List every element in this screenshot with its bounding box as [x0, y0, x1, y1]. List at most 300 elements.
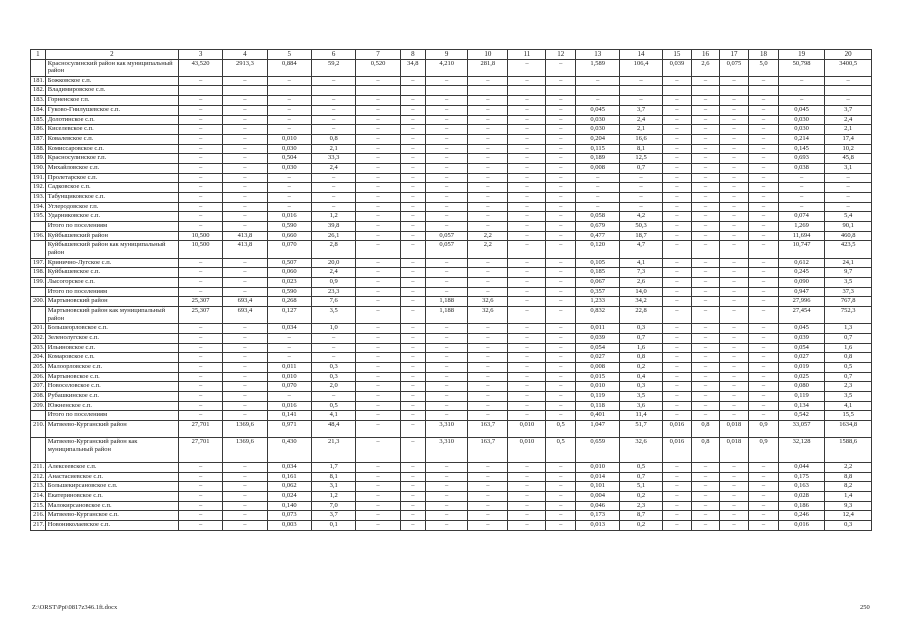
- value-cell: –: [356, 76, 400, 86]
- value-cell: –: [223, 144, 267, 154]
- value-cell: –: [546, 134, 576, 144]
- value-cell: –: [692, 193, 719, 203]
- table-row: [31, 202, 872, 212]
- value-cell: –: [546, 144, 576, 154]
- value-cell: –: [662, 307, 692, 324]
- header-cell: 4: [223, 50, 267, 60]
- table-row: [31, 382, 872, 392]
- row-name: Красносулинский район как муниципальный район: [45, 59, 178, 76]
- value-cell: –: [662, 353, 692, 363]
- table-row: [31, 482, 872, 492]
- value-cell: –: [400, 472, 425, 482]
- value-cell: –: [400, 372, 425, 382]
- row-name: Матвеево-Курганский район: [45, 421, 178, 438]
- value-cell: –: [662, 401, 692, 411]
- value-cell: –: [749, 222, 779, 232]
- value-cell: –: [692, 173, 719, 183]
- value-cell: 0,058: [576, 212, 620, 222]
- value-cell: –: [719, 287, 749, 297]
- value-cell: 39,8: [311, 222, 355, 232]
- row-number: [31, 241, 46, 258]
- value-cell: –: [692, 222, 719, 232]
- value-cell: –: [178, 521, 222, 531]
- value-cell: 752,3: [825, 307, 872, 324]
- value-cell: –: [178, 212, 222, 222]
- value-cell: 3,7: [620, 105, 662, 115]
- value-cell: –: [719, 96, 749, 106]
- value-cell: –: [508, 173, 546, 183]
- value-cell: –: [400, 382, 425, 392]
- value-cell: –: [178, 258, 222, 268]
- table-row: [31, 492, 872, 502]
- value-cell: –: [749, 501, 779, 511]
- value-cell: –: [356, 353, 400, 363]
- value-cell: 0,028: [778, 492, 824, 502]
- value-cell: 2,0: [311, 382, 355, 392]
- value-cell: 15,5: [825, 411, 872, 421]
- value-cell: 0,060: [267, 268, 311, 278]
- table-row: [31, 183, 872, 193]
- table-row: [31, 438, 872, 463]
- value-cell: –: [468, 324, 508, 334]
- value-cell: –: [719, 472, 749, 482]
- value-cell: –: [426, 401, 468, 411]
- value-cell: –: [749, 411, 779, 421]
- value-cell: –: [620, 76, 662, 86]
- value-cell: 1588,6: [825, 438, 872, 463]
- value-cell: 32,128: [778, 438, 824, 463]
- value-cell: –: [508, 307, 546, 324]
- value-cell: –: [356, 392, 400, 402]
- table-row: [31, 212, 872, 222]
- value-cell: –: [546, 231, 576, 241]
- value-cell: –: [356, 258, 400, 268]
- value-cell: 0,057: [426, 231, 468, 241]
- row-number: [31, 287, 46, 297]
- value-cell: –: [400, 287, 425, 297]
- value-cell: –: [662, 144, 692, 154]
- value-cell: –: [749, 268, 779, 278]
- value-cell: –: [546, 492, 576, 502]
- value-cell: –: [692, 268, 719, 278]
- value-cell: –: [749, 105, 779, 115]
- value-cell: 27,701: [178, 438, 222, 463]
- value-cell: –: [468, 115, 508, 125]
- value-cell: 0,023: [267, 278, 311, 288]
- value-cell: –: [400, 173, 425, 183]
- value-cell: 0,016: [778, 521, 824, 531]
- table-row: [31, 268, 872, 278]
- value-cell: –: [692, 492, 719, 502]
- value-cell: 0,7: [620, 163, 662, 173]
- value-cell: –: [356, 278, 400, 288]
- value-cell: 0,7: [825, 333, 872, 343]
- value-cell: –: [692, 212, 719, 222]
- value-cell: –: [468, 222, 508, 232]
- value-cell: –: [508, 278, 546, 288]
- value-cell: –: [825, 76, 872, 86]
- value-cell: 8,1: [620, 144, 662, 154]
- value-cell: 3,1: [311, 482, 355, 492]
- value-cell: 0,008: [576, 363, 620, 373]
- value-cell: 0,030: [576, 125, 620, 135]
- value-cell: 0,3: [311, 363, 355, 373]
- value-cell: –: [178, 173, 222, 183]
- value-cell: –: [400, 307, 425, 324]
- value-cell: –: [426, 343, 468, 353]
- value-cell: 1,269: [778, 222, 824, 232]
- value-cell: 2913,3: [223, 59, 267, 76]
- row-name: Южненское с.п.: [45, 401, 178, 411]
- value-cell: –: [223, 353, 267, 363]
- value-cell: 5,0: [749, 59, 779, 76]
- row-number: 208.: [31, 392, 46, 402]
- row-number: 192.: [31, 183, 46, 193]
- value-cell: –: [400, 96, 425, 106]
- value-cell: 7,3: [620, 268, 662, 278]
- value-cell: 0,073: [267, 511, 311, 521]
- value-cell: 0,5: [546, 438, 576, 463]
- row-number: 199.: [31, 278, 46, 288]
- header-cell: 9: [426, 50, 468, 60]
- value-cell: –: [749, 521, 779, 531]
- value-cell: –: [426, 492, 468, 502]
- value-cell: 0,5: [620, 463, 662, 473]
- value-cell: –: [356, 202, 400, 212]
- row-number: 195.: [31, 212, 46, 222]
- value-cell: 0,030: [267, 144, 311, 154]
- value-cell: 0,832: [576, 307, 620, 324]
- value-cell: 423,5: [825, 241, 872, 258]
- value-cell: –: [719, 343, 749, 353]
- value-cell: 33,3: [311, 154, 355, 164]
- value-cell: 4,1: [311, 411, 355, 421]
- value-cell: –: [662, 501, 692, 511]
- value-cell: [178, 86, 222, 96]
- value-cell: 0,401: [576, 411, 620, 421]
- value-cell: –: [426, 372, 468, 382]
- value-cell: –: [749, 76, 779, 86]
- value-cell: –: [400, 363, 425, 373]
- value-cell: –: [662, 105, 692, 115]
- value-cell: –: [662, 492, 692, 502]
- row-number: 215.: [31, 501, 46, 511]
- value-cell: –: [692, 401, 719, 411]
- value-cell: –: [356, 324, 400, 334]
- value-cell: 27,701: [178, 421, 222, 438]
- value-cell: –: [546, 463, 576, 473]
- value-cell: –: [356, 307, 400, 324]
- value-cell: 0,067: [576, 278, 620, 288]
- value-cell: –: [749, 333, 779, 343]
- value-cell: –: [662, 258, 692, 268]
- value-cell: –: [223, 125, 267, 135]
- table-row: [31, 59, 872, 76]
- value-cell: 0,074: [778, 212, 824, 222]
- value-cell: –: [778, 202, 824, 212]
- row-name: Матвеево-Курганское с.п.: [45, 511, 178, 521]
- value-cell: –: [749, 363, 779, 373]
- value-cell: 2,1: [311, 144, 355, 154]
- value-cell: 0,246: [778, 511, 824, 521]
- value-cell: –: [223, 268, 267, 278]
- row-number: 217.: [31, 521, 46, 531]
- value-cell: 0,119: [778, 392, 824, 402]
- value-cell: 8,7: [620, 511, 662, 521]
- value-cell: –: [178, 154, 222, 164]
- value-cell: 0,105: [576, 258, 620, 268]
- row-number: 201.: [31, 324, 46, 334]
- value-cell: –: [508, 382, 546, 392]
- value-cell: 1,4: [825, 492, 872, 502]
- value-cell: 1,6: [620, 343, 662, 353]
- value-cell: –: [662, 163, 692, 173]
- value-cell: –: [426, 115, 468, 125]
- value-cell: –: [778, 193, 824, 203]
- value-cell: –: [546, 401, 576, 411]
- value-cell: –: [692, 343, 719, 353]
- value-cell: 0,693: [778, 154, 824, 164]
- value-cell: 9,7: [825, 268, 872, 278]
- table-row: [31, 372, 872, 382]
- value-cell: –: [178, 105, 222, 115]
- value-cell: –: [178, 472, 222, 482]
- table-row: [31, 154, 872, 164]
- value-cell: –: [749, 324, 779, 334]
- row-number: 191.: [31, 173, 46, 183]
- value-cell: –: [400, 268, 425, 278]
- table-row: [31, 463, 872, 473]
- value-cell: 0,357: [576, 287, 620, 297]
- value-cell: 3,5: [620, 392, 662, 402]
- value-cell: –: [546, 268, 576, 278]
- value-cell: –: [311, 125, 355, 135]
- value-cell: –: [426, 154, 468, 164]
- row-number: [31, 59, 46, 76]
- value-cell: –: [719, 501, 749, 511]
- value-cell: –: [426, 463, 468, 473]
- row-name: Итого по поселениям: [45, 411, 178, 421]
- value-cell: 0,5: [825, 363, 872, 373]
- value-cell: –: [508, 511, 546, 521]
- value-cell: –: [356, 411, 400, 421]
- value-cell: –: [719, 521, 749, 531]
- value-cell: –: [356, 472, 400, 482]
- value-cell: –: [749, 463, 779, 473]
- row-name: Матвеево-Курганский район как муниципальный район: [45, 438, 178, 463]
- value-cell: 2,2: [468, 231, 508, 241]
- row-number: 198.: [31, 268, 46, 278]
- value-cell: –: [468, 521, 508, 531]
- value-cell: –: [426, 202, 468, 212]
- value-cell: –: [546, 511, 576, 521]
- value-cell: –: [692, 163, 719, 173]
- value-cell: –: [692, 105, 719, 115]
- value-cell: –: [508, 125, 546, 135]
- value-cell: –: [426, 212, 468, 222]
- value-cell: –: [719, 212, 749, 222]
- value-cell: 0,590: [267, 222, 311, 232]
- value-cell: 4,1: [825, 401, 872, 411]
- value-cell: –: [546, 115, 576, 125]
- value-cell: –: [178, 202, 222, 212]
- value-cell: [749, 86, 779, 96]
- value-cell: 0,019: [778, 363, 824, 373]
- value-cell: –: [662, 202, 692, 212]
- value-cell: –: [223, 193, 267, 203]
- value-cell: –: [508, 231, 546, 241]
- row-name: Новониколаевское с.п.: [45, 521, 178, 531]
- value-cell: [426, 86, 468, 96]
- value-cell: –: [719, 125, 749, 135]
- value-cell: –: [267, 333, 311, 343]
- value-cell: –: [749, 96, 779, 106]
- value-cell: –: [662, 76, 692, 86]
- value-cell: –: [468, 96, 508, 106]
- row-number: 189.: [31, 154, 46, 164]
- table-row: [31, 222, 872, 232]
- value-cell: –: [356, 115, 400, 125]
- value-cell: –: [546, 193, 576, 203]
- value-cell: 0,140: [267, 501, 311, 511]
- value-cell: –: [223, 183, 267, 193]
- row-number: 196.: [31, 231, 46, 241]
- value-cell: 25,307: [178, 297, 222, 307]
- value-cell: –: [426, 287, 468, 297]
- value-cell: –: [719, 163, 749, 173]
- value-cell: 0,161: [267, 472, 311, 482]
- value-cell: 1,2: [311, 492, 355, 502]
- value-cell: –: [356, 134, 400, 144]
- value-cell: –: [825, 96, 872, 106]
- row-name: Пролетарское с.п.: [45, 173, 178, 183]
- value-cell: –: [719, 324, 749, 334]
- value-cell: 0,659: [576, 438, 620, 463]
- row-number: 209.: [31, 401, 46, 411]
- value-cell: –: [749, 115, 779, 125]
- table-row: [31, 511, 872, 521]
- row-name: Владимировское с.п.: [45, 86, 178, 96]
- header-cell: 10: [468, 50, 508, 60]
- value-cell: –: [468, 258, 508, 268]
- value-cell: 32,6: [468, 297, 508, 307]
- value-cell: –: [426, 105, 468, 115]
- value-cell: –: [468, 463, 508, 473]
- table-row: [31, 173, 872, 183]
- table-row: [31, 343, 872, 353]
- value-cell: –: [692, 76, 719, 86]
- row-name: Малоорловское с.п.: [45, 363, 178, 373]
- value-cell: 0,030: [778, 115, 824, 125]
- value-cell: –: [546, 202, 576, 212]
- row-name: Ударниковское с.п.: [45, 212, 178, 222]
- value-cell: –: [546, 154, 576, 164]
- value-cell: –: [719, 363, 749, 373]
- value-cell: 0,141: [267, 411, 311, 421]
- row-name: Комиссаровское с.п.: [45, 144, 178, 154]
- header-cell: 18: [749, 50, 779, 60]
- value-cell: [546, 86, 576, 96]
- value-cell: –: [267, 115, 311, 125]
- value-cell: –: [426, 382, 468, 392]
- row-name: Мартыновское с.п.: [45, 372, 178, 382]
- row-number: 216.: [31, 511, 46, 521]
- value-cell: –: [546, 183, 576, 193]
- value-cell: 0,030: [778, 125, 824, 135]
- value-cell: –: [508, 76, 546, 86]
- value-cell: –: [400, 241, 425, 258]
- value-cell: –: [662, 173, 692, 183]
- table-row: [31, 324, 872, 334]
- value-cell: 281,8: [468, 59, 508, 76]
- value-cell: –: [223, 511, 267, 521]
- value-cell: –: [178, 482, 222, 492]
- table-row: [31, 287, 872, 297]
- value-cell: –: [719, 134, 749, 144]
- value-cell: –: [400, 163, 425, 173]
- value-cell: –: [356, 193, 400, 203]
- row-name: Божковское с.п.: [45, 76, 178, 86]
- value-cell: –: [749, 492, 779, 502]
- value-cell: –: [178, 278, 222, 288]
- table-row: [31, 363, 872, 373]
- value-cell: –: [356, 125, 400, 135]
- value-cell: –: [719, 278, 749, 288]
- value-cell: –: [400, 333, 425, 343]
- row-name: Новоселовское с.п.: [45, 382, 178, 392]
- value-cell: –: [223, 173, 267, 183]
- value-cell: –: [692, 382, 719, 392]
- value-cell: –: [749, 297, 779, 307]
- value-cell: –: [692, 463, 719, 473]
- value-cell: 3,5: [825, 278, 872, 288]
- value-cell: –: [426, 144, 468, 154]
- value-cell: 0,011: [267, 363, 311, 373]
- value-cell: –: [468, 511, 508, 521]
- row-name: Екатериновское с.п.: [45, 492, 178, 502]
- value-cell: –: [223, 115, 267, 125]
- value-cell: 0,660: [267, 231, 311, 241]
- value-cell: 0,590: [267, 287, 311, 297]
- value-cell: –: [356, 222, 400, 232]
- value-cell: –: [400, 297, 425, 307]
- value-cell: 693,4: [223, 297, 267, 307]
- value-cell: –: [719, 463, 749, 473]
- value-cell: –: [546, 307, 576, 324]
- value-cell: 693,4: [223, 307, 267, 324]
- value-cell: 0,025: [778, 372, 824, 382]
- value-cell: –: [749, 511, 779, 521]
- value-cell: –: [692, 521, 719, 531]
- value-cell: –: [778, 173, 824, 183]
- value-cell: –: [508, 324, 546, 334]
- value-cell: –: [468, 472, 508, 482]
- row-name: Горненское г.п.: [45, 96, 178, 106]
- value-cell: 0,163: [778, 482, 824, 492]
- value-cell: 0,477: [576, 231, 620, 241]
- value-cell: 0,016: [662, 438, 692, 463]
- value-cell: 0,024: [267, 492, 311, 502]
- value-cell: 0,542: [778, 411, 824, 421]
- value-cell: –: [508, 501, 546, 511]
- value-cell: –: [400, 463, 425, 473]
- value-cell: 2,6: [620, 278, 662, 288]
- value-cell: –: [662, 521, 692, 531]
- value-cell: 0,679: [576, 222, 620, 232]
- row-name: Алексеевское с.п.: [45, 463, 178, 473]
- row-name: Итого по поселениям: [45, 287, 178, 297]
- value-cell: 413,8: [223, 231, 267, 241]
